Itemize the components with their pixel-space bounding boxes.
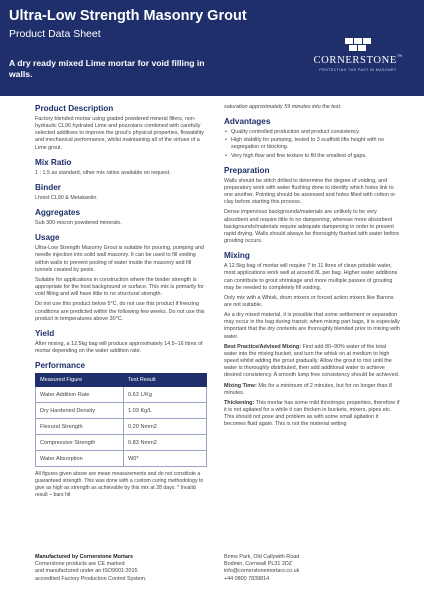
mixing-paragraph: A 12.5kg bag of mortar will require 7 to 11 litres of clean potable water, most applications work well at around 8L per bag. Higher water additions can contribute to grout shrinkage and more multiple passes of grouting may be needed to completely fill voiding. xyxy=(224,263,398,291)
binder-text: Lhoist CL90 & Metakaolin. xyxy=(35,194,98,201)
measured-figure-cell: Dry Hardened Density xyxy=(36,403,124,419)
advantages-list xyxy=(224,129,400,160)
logo-wordmark: CORNERSTONE™ xyxy=(313,55,403,66)
measured-figure-cell: Water Absorption xyxy=(36,451,124,467)
left-column xyxy=(35,104,207,502)
document-subtitle: Product Data Sheet xyxy=(9,28,101,40)
product-description-text: Factory blended mortar using graded powdered mineral fillers, non-hydraulic CL90 hydrated Lime and pozzolans combined with carefully selected additives to improve the grout’s physical properties, flowability and mechanical performance, whilst maintaining all of the virtues of a Lime grout. xyxy=(35,116,204,151)
page-header xyxy=(0,0,424,96)
test-result-cell: 0.20 Nmm2 xyxy=(124,419,207,435)
test-result-cell: 1.03 Kg/L xyxy=(124,403,207,419)
preparation-paragraph: Walls should be stitch drilled to determine the degree of voiding, and preparatory work with water flushing done to identify which holes link to one another. Pointing should be assessed and holes filled with cotton or clay before starting this process. xyxy=(224,177,396,206)
performance-note: All figures given above are mean measurements and do not constitute a guaranteed strength. This was done with a custom curing methodology to give as high as strength as achievable by this mix at 28 days. * Invalid result – bars hit xyxy=(35,471,204,498)
mixing-paragraph: As a dry mixed material, it is possible that some settlement or separation may occur in the bag during transit; when mixing part bags, it is especially important that the dry contents are thoroughly blended prior to mixing with water. xyxy=(224,312,400,340)
list-item: • High stability for pumping, tested to 3 scaffold lifts height with no segregation or blocking. xyxy=(224,137,400,151)
list-item: • Very high flow and fine texture to fill the smallest of gaps. xyxy=(224,153,400,160)
mixing-paragraph: Only mix with a Whisk, drum mixers or forced action mixers like Barons are not suitable. xyxy=(224,294,394,308)
mixing-time-paragraph: Mixing Time: Mix for a minimum of 2 minutes, but for no longer than 8 minutes. xyxy=(224,382,392,396)
usage-heading: Usage xyxy=(35,233,60,243)
yield-heading: Yield xyxy=(35,328,55,338)
table-row xyxy=(36,451,207,467)
measured-figure-cell: Flexural Strength xyxy=(36,419,124,435)
mixing-heading: Mixing xyxy=(224,251,250,261)
test-result-cell: 0.63 L/Kg xyxy=(124,387,207,403)
logo-strapline: PROTECTING THE PAST IN MASONRY xyxy=(319,68,397,72)
aggregates-heading: Aggregates xyxy=(35,208,81,218)
usage-paragraph: Suitable for applications in construction where the binder strength is appropriate for the host background or surface. This mix is primarily for void filling and will have little to no structural strength. xyxy=(35,276,204,298)
best-practice-paragraph: Best Practice/Advised Mixing: First add 80–90% water of the total water into the mixing bucket, and turn the whisk on at medium to high speed whilst adding the grout gradually. Allow the grout to mix until the water is thoroughly distributed, then add additional water to achieve desired consistency. A smooth lump free consistency should be achieved. xyxy=(224,343,400,379)
preparation-heading: Preparation xyxy=(224,165,270,175)
performance-heading: Performance xyxy=(35,361,86,371)
column-header-measured-figure: Measured Figure xyxy=(36,374,124,387)
footer-contact xyxy=(224,554,394,583)
usage-paragraph: Ultra-Low Strength Masonry Grout is suitable for pouring, pumping and needle injection into solid wall masonry. It can be used to fill voiding within walls to prevent pooling of water inside the masonry and fill tunnels created by pests. xyxy=(35,245,204,273)
document-title: Ultra-Low Strength Masonry Grout xyxy=(9,8,247,24)
footer-address: Brims Park, Old Callywith Road xyxy=(224,554,300,560)
product-description-heading: Product Description xyxy=(35,104,114,113)
thickening-paragraph: Thickening: This mortar has some mild thixotropic properties, therefore if it is not agitated for a while it can thicken in buckets, mixers, pipes etc. This should not pose and problem as with some small agitation it becomes fluid again. This is not the material setting xyxy=(224,399,400,428)
list-item: • Quality controlled production and product consistency. xyxy=(224,129,400,136)
footer-email-link[interactable]: info@cornerstonemortars.co.uk xyxy=(224,568,300,575)
mix-ratio-text: 1 : 1.5 as standard, other mix ratios available on request. xyxy=(35,169,171,176)
mix-ratio-heading: Mix Ratio xyxy=(35,157,72,167)
test-result-cell: 0.83 Nmm2 xyxy=(124,435,207,451)
cornerstone-logo xyxy=(300,36,416,76)
performance-table-header-row xyxy=(36,374,207,387)
measured-figure-cell: Water Addition Rate xyxy=(36,387,124,403)
right-column xyxy=(224,104,400,431)
table-row xyxy=(36,403,207,419)
table-row xyxy=(36,419,207,435)
footer-phone: +44 0800 7839814 xyxy=(224,575,270,582)
footer-address: Bodmin, Cornwall PL31 2DZ xyxy=(224,561,293,568)
preparation-paragraph: Dense impervious backgrounds/materials are unlikely to be very absorbent and require little to no dampening, whereas more absorbent backgrounds/materials require adequate dampening in order to prevent rapid drying. Walls should always be thoroughly flushed with water before grouting occurs. xyxy=(224,209,400,245)
yield-text: After mixing, a 12.5kg bag will produce approximately 14.5–16 litres of mortar depending on the water addition rate. xyxy=(35,340,203,354)
footer-line: Cornerstone products are CE marked xyxy=(35,561,125,568)
continued-text: saturation approximately 59 minutes into the test. xyxy=(224,104,342,110)
footer-line: and manufactured under an ISO9001:2015 xyxy=(35,568,138,575)
cornerstone-logo-mark-icon xyxy=(343,36,373,54)
performance-table xyxy=(35,373,207,467)
footer-company: Manufactured by Cornerstone Mortars xyxy=(35,554,133,560)
footer-line: accredited Factory Production Control System. xyxy=(35,575,147,582)
advantages-heading: Advantages xyxy=(224,117,271,127)
aggregates-text: Sub 300-micron powdered minerals. xyxy=(35,220,122,227)
document-tagline: A dry ready mixed Lime mortar for void filling in walls. xyxy=(9,58,205,79)
column-header-test-result: Test Result xyxy=(124,374,207,387)
measured-figure-cell: Compressive Strength xyxy=(36,435,124,451)
footer-manufacturer xyxy=(35,554,205,583)
usage-paragraph: Do not use this product below 5°C, do not use this product if freezing conditions are predicted within the following few weeks. Do not use this product in temperatures above 30°C. xyxy=(35,301,205,322)
page-footer xyxy=(0,540,424,600)
test-result-cell: W0* xyxy=(124,451,207,467)
binder-heading: Binder xyxy=(35,182,61,192)
table-row xyxy=(36,435,207,451)
table-row xyxy=(36,387,207,403)
